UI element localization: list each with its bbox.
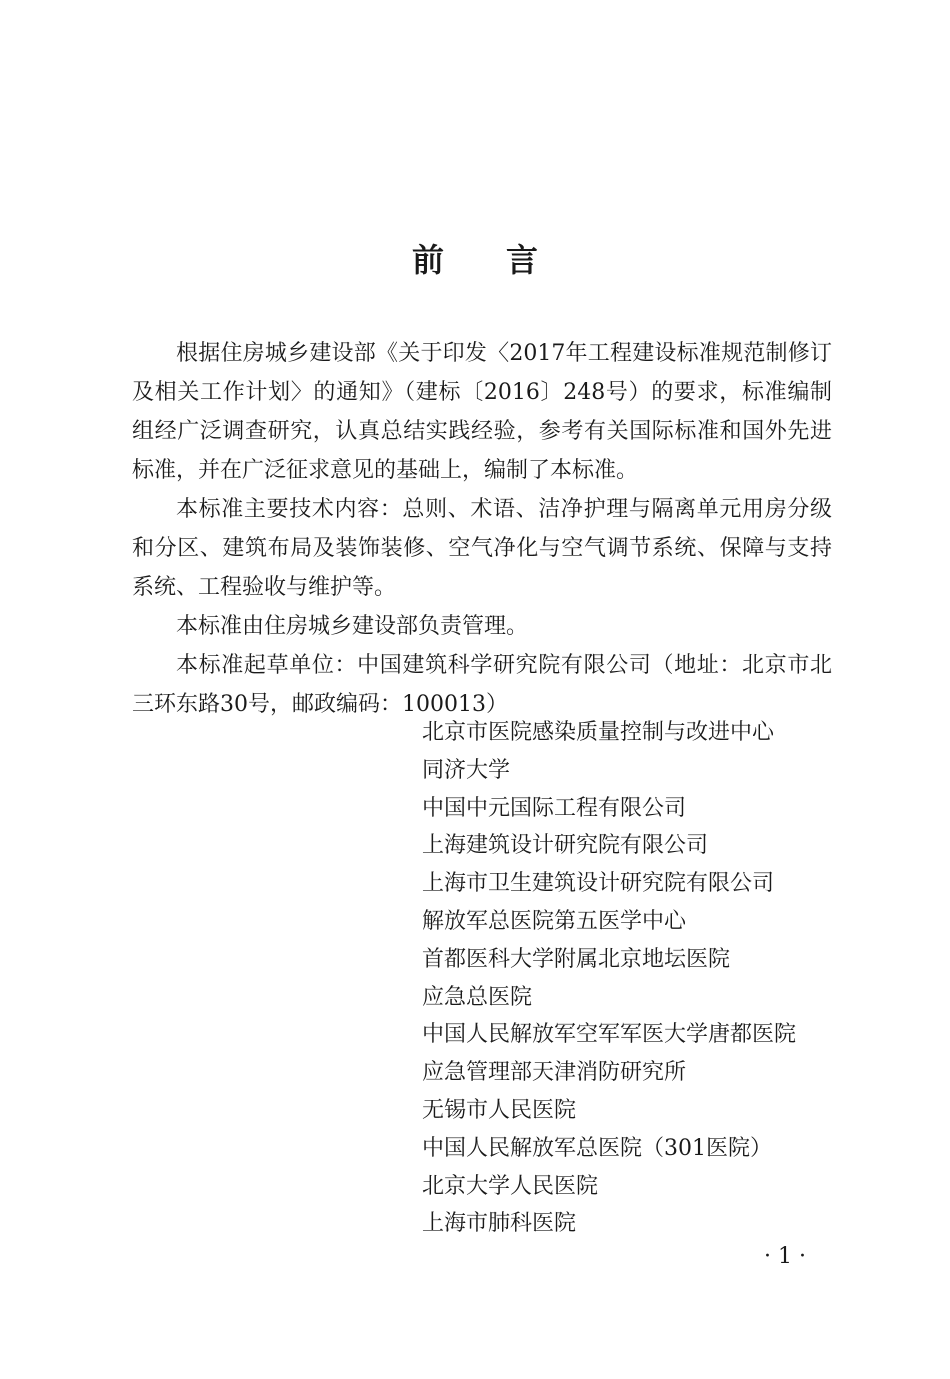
list-item: 中国人民解放军总医院（301医院） [422,1135,772,1161]
body-text [132,334,832,724]
list-item: 应急总医院 [422,984,533,1010]
list-item: 解放军总医院第五医学中心 [422,908,687,934]
list-item: 上海市肺科医院 [422,1211,577,1237]
list-item: 首都医科大学附属北京地坛医院 [422,946,731,972]
list-item: 应急管理部天津消防研究所 [422,1060,687,1086]
list-item: 北京大学人民医院 [422,1173,599,1199]
paragraph-technical-content: 本标准主要技术内容：总则、术语、洁净护理与隔离单元用房分级和分区、建筑布局及装饰装修、空气净化与空气调节系统、保障与支持系统、工程验收与维护等。 [132,497,832,600]
list-item: 上海市卫生建筑设计研究院有限公司 [422,871,775,897]
participating-organizations-list [422,714,862,1243]
list-item: 中国中元国际工程有限公司 [422,795,687,821]
paragraph-management: 本标准由住房城乡建设部负责管理。 [176,614,529,639]
list-item: 无锡市人民医院 [422,1097,577,1123]
paragraph-standard-origin: 根据住房城乡建设部《关于印发〈2017年工程建设标准规范制修订及相关工作计划〉的通知》（建标〔2016〕248号）的要求，标准编制组经广泛调查研究，认真总结实践经验，参考有关国际标准和国外先进标准，并在广泛征求意见的基础上，编制了本标准。 [132,341,832,483]
paragraph-drafting-unit: 本标准起草单位：中国建筑科学研究院有限公司（地址：北京市北三环东路30号，邮政编码：100013） [132,653,832,717]
page-number: · 1 · [764,1244,806,1269]
list-item: 北京市医院感染质量控制与改进中心 [422,720,775,745]
list-item: 同济大学 [422,757,511,783]
list-item: 上海建筑设计研究院有限公司 [422,833,709,859]
list-item: 中国人民解放军空军军医大学唐都医院 [422,1022,797,1048]
page-title: 前言 [411,241,600,280]
